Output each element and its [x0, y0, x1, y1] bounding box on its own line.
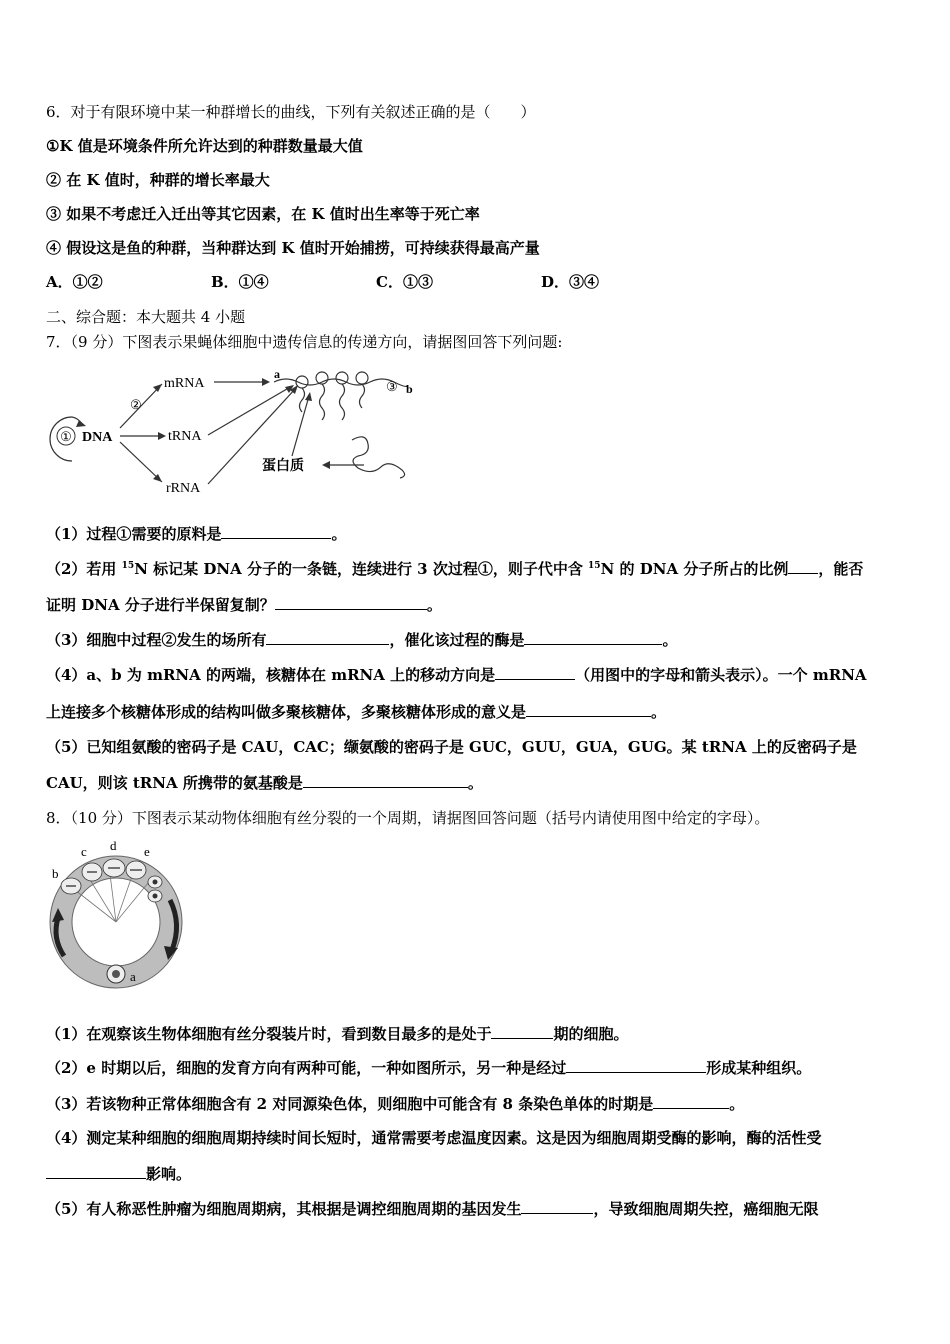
q7-part-5-cont: [46, 773, 483, 793]
answer-blank[interactable]: [491, 1024, 553, 1039]
q7-p2b-text: 证明 DNA 分子进行半保留复制？: [46, 596, 275, 614]
q8-p2-end: 形成某种组织。: [706, 1059, 812, 1077]
label-c: c: [81, 844, 87, 859]
label-dna: DNA: [82, 430, 113, 445]
q8-p3-end: 。: [729, 1095, 745, 1113]
answer-blank[interactable]: [788, 559, 818, 574]
label-rrna: rRNA: [166, 481, 201, 496]
q7-part-4-cont: [46, 702, 666, 722]
label-process-1: ①: [60, 429, 72, 444]
q7-part-5: （5）已知组氨酸的密码子是 CAU，CAC；缬氨酸的密码子是 GUC，GUU，GUA，GUG。某 tRNA 上的反密码子是: [46, 738, 857, 756]
q7-stem: 7．（9 分）下图表示果蝇体细胞中遗传信息的传递方向，请据图回答下列问题:: [46, 333, 563, 351]
answer-blank[interactable]: [266, 630, 389, 645]
superscript-15: 15: [588, 561, 601, 571]
superscript-15: 15: [121, 561, 135, 571]
q8-p3-text: （3）若该物种正常体细胞含有 2 对同源染色体，则细胞中可能含有 8 条染色单体的时期是: [46, 1095, 654, 1113]
q6-statement-3: ③ 如果不考虑迁入迁出等其它因素，在 K 值时出生率等于死亡率: [46, 205, 480, 223]
label-e: e: [144, 844, 150, 859]
q6-option-b[interactable]: B．①④: [211, 273, 269, 291]
ribosome: [336, 372, 348, 384]
q6-option-c[interactable]: C．①③: [376, 273, 433, 291]
q7-p1-text: （1）过程①需要的原料是: [46, 525, 222, 543]
q6-options: [46, 272, 646, 292]
q7-diagram: [46, 362, 426, 497]
q7-p5b-text: CAU，则该 tRNA 所携带的氨基酸是: [46, 774, 303, 792]
answer-blank[interactable]: [495, 665, 575, 680]
answer-blank[interactable]: [46, 1164, 146, 1179]
q8-p1-end: 期的细胞。: [553, 1025, 629, 1043]
q8-part-5: [46, 1199, 818, 1219]
label-d: d: [110, 838, 117, 853]
arrow-protein-ribosome: [292, 396, 309, 456]
label-b: b: [406, 382, 413, 396]
q8-p4b-end: 影响。: [146, 1165, 192, 1183]
q7-p4-text: （4）a、b 为 mRNA 的两端，核糖体在 mRNA 上的移动方向是: [46, 666, 496, 684]
q7-p4-text: （用图中的字母和箭头表示）。一个 mRNA: [575, 666, 867, 684]
q6-statement-2: ② 在 K 值时，种群的增长率最大: [46, 171, 270, 189]
label-process-2: ②: [130, 397, 142, 412]
arrow-dna-rrna: [120, 442, 162, 482]
q7-p4b-text: 上连接多个核糖体形成的结构叫做多聚核糖体，多聚核糖体形成的意义是: [46, 703, 527, 721]
answer-blank[interactable]: [566, 1058, 706, 1073]
polypeptide-chain: [340, 384, 345, 420]
q8-p2-text: （2）e 时期以后，细胞的发育方向有两种可能，一种如图所示，另一种是经过: [46, 1059, 567, 1077]
q7-p3-text: ，催化该过程的酶是: [389, 631, 525, 649]
arrow-trna-ribosome: [208, 386, 292, 435]
q7-p2-text: N 的 DNA 分子所占的比例: [600, 560, 789, 578]
label-b: b: [52, 866, 59, 881]
q8-cell-cycle-diagram: [44, 838, 190, 1000]
q7-part-4: [46, 665, 867, 685]
label-trna: tRNA: [168, 429, 202, 444]
q6-statement-1: ①K 值是环境条件所允许达到的种群数量最大值: [46, 137, 363, 155]
q7-p2b-end: 。: [426, 596, 442, 614]
q7-part-1: [46, 524, 346, 544]
q8-p5-text: ，导致细胞周期失控，癌细胞无限: [593, 1200, 819, 1218]
q7-p2-text: （2）若用: [46, 560, 122, 578]
polypeptide-chain: [360, 384, 365, 408]
released-protein: [352, 437, 405, 478]
q7-p2-text: N 标记某 DNA 分子的一条链，连续进行 3 次过程①，则子代中含: [134, 560, 589, 578]
label-process-3: ③: [386, 379, 398, 394]
q8-p1-text: （1）在观察该生物体细胞有丝分裂装片时，看到数目最多的是处于: [46, 1025, 492, 1043]
label-mrna: mRNA: [164, 376, 205, 391]
polypeptide-chain: [320, 384, 325, 420]
q7-part-2: [46, 559, 863, 579]
q8-stem: 8．（10 分）下图表示某动物体细胞有丝分裂的一个周期，请据图回答问题（括号内请使用图中给定的字母）。: [46, 809, 770, 827]
answer-blank[interactable]: [526, 702, 651, 717]
q6-option-a[interactable]: A．①②: [46, 273, 103, 291]
answer-blank[interactable]: [521, 1199, 593, 1214]
polypeptide-chain: [300, 388, 305, 412]
q7-p3-end: 。: [662, 631, 678, 649]
q7-part-2-cont: [46, 595, 442, 615]
q6-stem: 6．对于有限环境中某一种群增长的曲线，下列有关叙述正确的是（ ）: [46, 103, 536, 121]
q8-part-3: [46, 1094, 744, 1114]
answer-blank[interactable]: [524, 630, 662, 645]
q7-p4b-end: 。: [651, 703, 667, 721]
q8-part-1: [46, 1024, 628, 1044]
label-protein: 蛋白质: [262, 459, 304, 474]
q7-p1-end: 。: [331, 525, 347, 543]
answer-blank[interactable]: [221, 524, 331, 539]
q8-part-4: （4）测定某种细胞的细胞周期持续时间长短时，通常需要考虑温度因素。这是因为细胞周期受酶的影响，酶的活性受: [46, 1129, 822, 1147]
q6-option-d[interactable]: D．③④: [541, 273, 600, 291]
q7-p5b-end: 。: [467, 774, 483, 792]
q7-p2-text: ，能否: [818, 560, 864, 578]
answer-blank[interactable]: [653, 1094, 729, 1109]
q8-p5-text: （5）有人称恶性肿瘤为细胞周期病，其根据是调控细胞周期的基因发生: [46, 1200, 522, 1218]
answer-blank[interactable]: [275, 595, 427, 610]
q8-part-4-cont: [46, 1164, 191, 1184]
q7-p3-text: （3）细胞中过程②发生的场所有: [46, 631, 267, 649]
label-a: a: [274, 367, 280, 381]
q7-part-3: [46, 630, 677, 650]
ribosome: [356, 372, 368, 384]
answer-blank[interactable]: [303, 773, 468, 788]
label-a: a: [130, 969, 136, 984]
section-heading: 二、综合题：本大题共 4 小题: [46, 308, 246, 326]
q8-part-2: [46, 1058, 811, 1078]
q6-statement-4: ④ 假设这是鱼的种群，当种群达到 K 值时开始捕捞，可持续获得最高产量: [46, 239, 540, 257]
